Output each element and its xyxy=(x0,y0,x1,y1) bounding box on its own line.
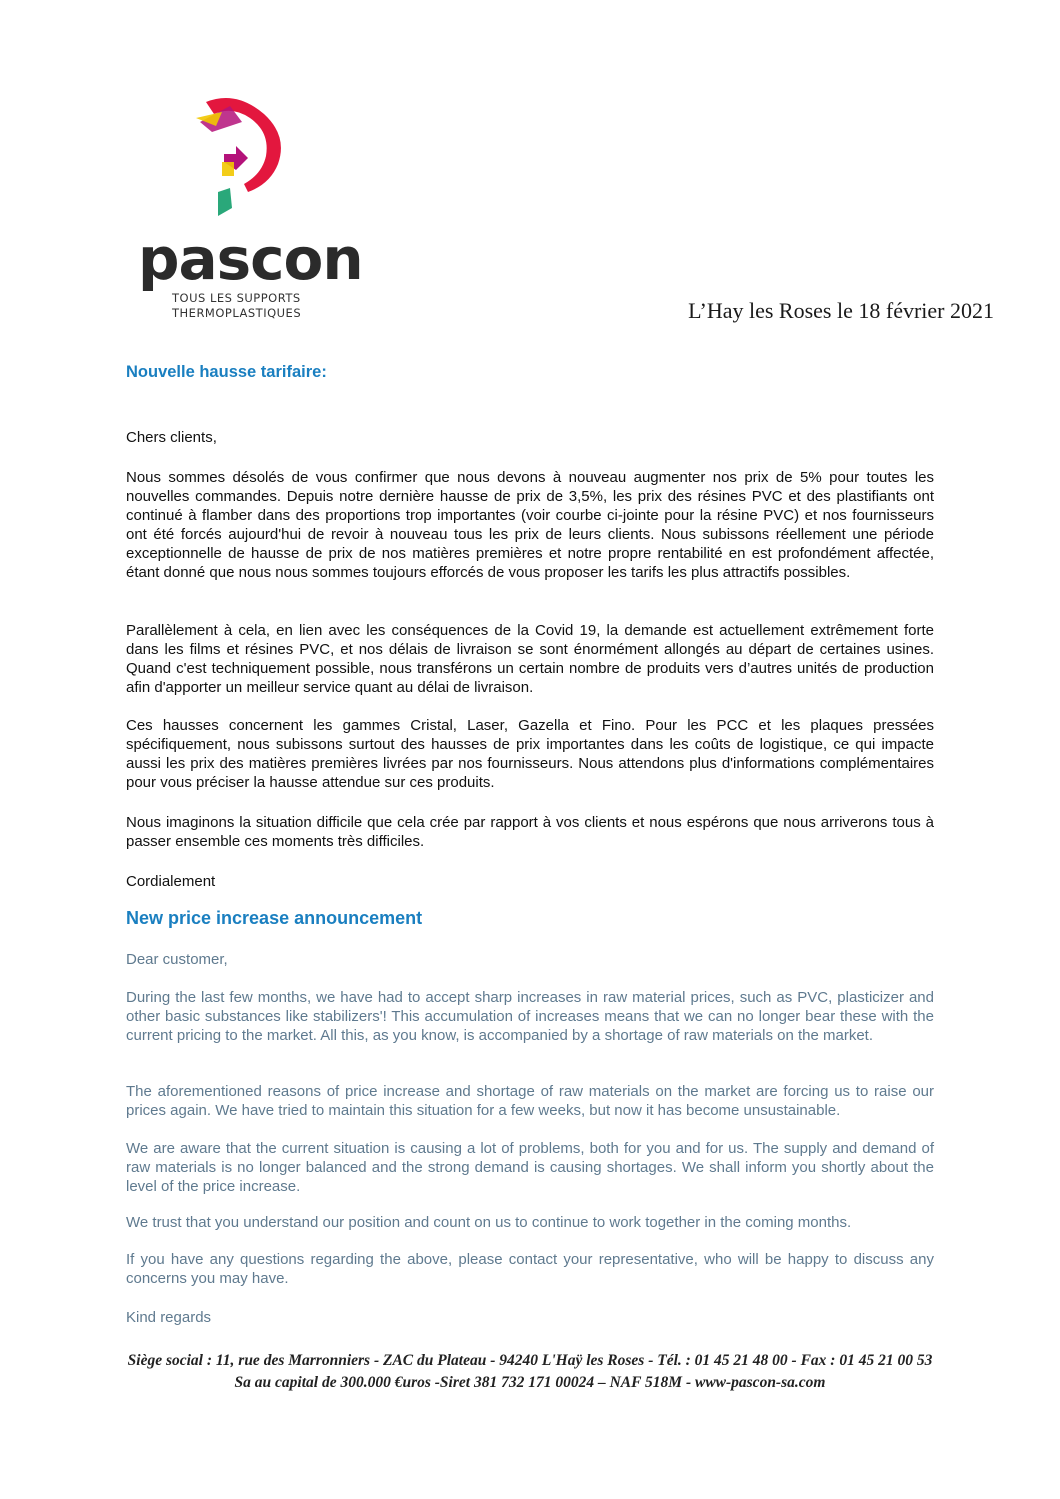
english-paragraph-5-text: If you have any questions regarding the above, please contact your representative, who will be happy to discuss any concerns you may have. xyxy=(126,1251,934,1287)
english-paragraph-1 xyxy=(126,988,934,1045)
logo-tagline xyxy=(172,291,301,321)
french-heading: Nouvelle hausse tarifaire: xyxy=(126,363,327,381)
french-paragraph-3-text: Ces hausses concernent les gammes Cristal, Laser, Gazella et Fino. Pour les PCC et les plaques pressées spécifiquement, nous subissons surtout des hausses de prix importantes dans les coûts de logistique, ce qui impacte aussi les prix des matières premières livrées par nos fournisseurs. Nous attendons plus d'informations complémentaires pour vous préciser la hausse attendue sur ces produits. xyxy=(126,717,934,791)
french-greeting-text: Chers clients, xyxy=(126,429,217,446)
english-paragraph-5 xyxy=(126,1250,934,1288)
french-paragraph-4 xyxy=(126,813,934,851)
french-paragraph-1 xyxy=(126,468,934,582)
logo-tagline-line-1: TOUS LES SUPPORTS xyxy=(172,291,301,305)
footer-line-2: Sa au capital de 300.000 €uros -Siret 381 732 171 00024 – NAF 518M - www-pascon-sa.com xyxy=(234,1374,826,1391)
english-paragraph-2-text: The aforementioned reasons of price increase and shortage of raw materials on the market are forcing us to raise our prices again. We have tried to maintain this situation for a few weeks, but now it has become unsustainable. xyxy=(126,1083,934,1119)
english-closing-text: Kind regards xyxy=(126,1309,212,1326)
english-closing xyxy=(126,1308,934,1327)
footer-line-1: Siège social : 11, rue des Marronniers - ZAC du Plateau - 94240 L'Haÿ les Roses - Tél. : 01 45 21 48 00 - Fax : 01 45 21 00 53 xyxy=(127,1352,933,1369)
french-paragraph-2-text: Parallèlement à cela, en lien avec les conséquences de la Covid 19, la demande est actuellement extrêmement forte dans les films et résines PVC, et nos délais de livraison se sont énormément allongés au départ de certaines usines. Quand c'est techniquement possible, nous transférons un certain nombre de produits vers d’autres unités de production afin d'apporter un meilleur service quant au délai de livraison. xyxy=(126,622,934,696)
english-heading: New price increase announcement xyxy=(126,908,423,928)
french-closing xyxy=(126,872,934,891)
french-greeting xyxy=(126,428,934,447)
english-paragraph-3 xyxy=(126,1139,934,1196)
english-paragraph-4-text: We trust that you understand our position and count on us to continue to work together in the coming months. xyxy=(126,1214,852,1231)
english-paragraph-3-text: We are aware that the current situation is causing a lot of problems, both for you and for us. The supply and demand of raw materials is no longer balanced and the strong demand is causing shortages. We shall inform you shortly about the level of the price increase. xyxy=(126,1140,934,1195)
french-paragraph-3 xyxy=(126,716,934,792)
pascon-emblem-icon xyxy=(196,92,316,232)
english-greeting xyxy=(126,950,934,969)
english-paragraph-1-text: During the last few months, we have had to accept sharp increases in raw material prices, such as PVC, plasticizer and other basic substances like stabilizers'! This accumulation of increases means that we can no longer bear these with the current pricing to the market. All this, as you know, is accompanied by a shortage of raw materials on the market. xyxy=(126,989,934,1044)
logo-wordmark: pascon xyxy=(138,225,363,293)
pascon-logo xyxy=(136,92,363,322)
french-paragraph-2 xyxy=(126,621,934,697)
french-paragraph-4-text: Nous imaginons la situation difficile que cela crée par rapport à vos clients et nous espérons que nous arriverons tous à passer ensemble ces moments très difficiles. xyxy=(126,814,934,850)
english-greeting-text: Dear customer, xyxy=(126,951,228,968)
french-paragraph-1-text: Nous sommes désolés de vous confirmer que nous devons à nouveau augmenter nos prix de 5% pour toutes les nouvelles commandes. Depuis notre dernière hausse de prix de 3,5%, les prix des résines PVC et des plastifiants ont continué à flamber dans des proportions trop importantes (voir courbe ci-jointe pour la résine PVC) et nos fournisseurs ont été forcés aujourd'hui de revoir à nouveau tous les prix de leurs clients. Nous subissons réellement une période exceptionnelle de hausse de prix de nos matières premières et notre propre rentabilité en est profondément affectée, étant donné que nous nous sommes toujours efforcés de vous proposer les tarifs les plus attractifs possibles. xyxy=(126,469,934,581)
french-closing-text: Cordialement xyxy=(126,873,216,890)
english-paragraph-4 xyxy=(126,1213,934,1232)
letter-date: L’Hay les Roses le 18 février 2021 xyxy=(688,298,994,323)
logo-tagline-line-2: THERMOPLASTIQUES xyxy=(172,306,302,320)
english-paragraph-2 xyxy=(126,1082,934,1120)
